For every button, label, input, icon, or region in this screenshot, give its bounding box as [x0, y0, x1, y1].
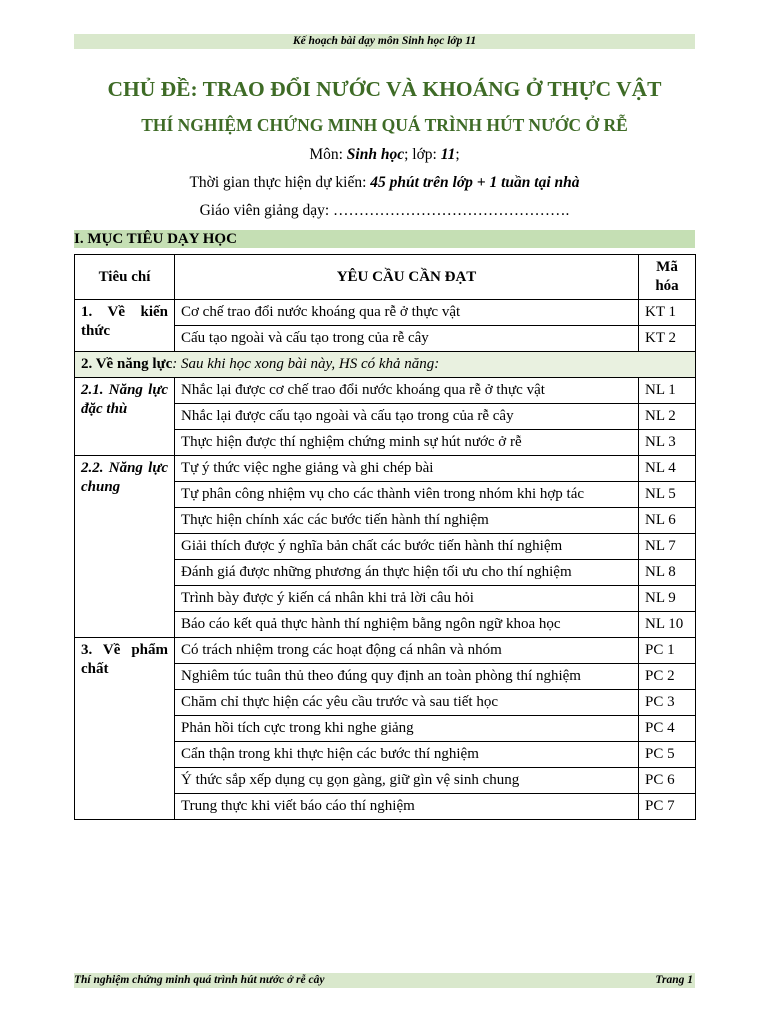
code-cell: NL 8: [639, 560, 696, 586]
code-cell: PC 1: [639, 638, 696, 664]
requirement-cell: Ý thức sắp xếp dụng cụ gọn gàng, giữ gìn vệ sinh chung: [175, 768, 639, 794]
requirement-cell: Báo cáo kết quả thực hành thí nghiệm bằng ngôn ngữ khoa học: [175, 612, 639, 638]
page-footer: [74, 973, 695, 988]
code-cell: PC 2: [639, 664, 696, 690]
grade-suffix: ;: [455, 146, 460, 163]
criteria-specific-competence: 2.1. Năng lực đặc thù: [75, 378, 175, 456]
table-header-row: [75, 255, 696, 300]
competence-heading-note: : Sau khi học xong bài này, HS có khả năng:: [172, 356, 440, 372]
subject-line: [74, 145, 695, 165]
time-line: [74, 173, 695, 193]
subject-value: Sinh học: [346, 146, 405, 163]
header-criteria: Tiêu chí: [75, 255, 175, 300]
code-cell: NL 7: [639, 534, 696, 560]
time-prefix: Thời gian thực hiện dự kiến:: [189, 174, 371, 191]
requirement-cell: Nhắc lại được cơ chế trao đổi nước khoáng qua rễ ở thực vật: [175, 378, 639, 404]
lesson-title: THÍ NGHIỆM CHỨNG MINH QUÁ TRÌNH HÚT NƯỚC Ở RỄ: [141, 115, 628, 135]
topic-title: CHỦ ĐỀ: TRAO ĐỔI NƯỚC VÀ KHOÁNG Ở THỰC VẬT: [107, 77, 662, 101]
code-cell: NL 3: [639, 430, 696, 456]
code-cell: PC 3: [639, 690, 696, 716]
page-header: Kế hoạch bài dạy môn Sinh học lớp 11: [74, 34, 695, 49]
requirement-cell: Tự ý thức việc nghe giảng và ghi chép bài: [175, 456, 639, 482]
requirement-cell: Có trách nhiệm trong các hoạt động cá nhân và nhóm: [175, 638, 639, 664]
code-cell: NL 5: [639, 482, 696, 508]
requirement-cell: Thực hiện được thí nghiệm chứng minh sự hút nước ở rễ: [175, 430, 639, 456]
criteria-knowledge: 1. Về kiến thức: [75, 300, 175, 352]
objectives-table: [74, 254, 696, 820]
page-number: Trang 1: [655, 974, 693, 986]
code-cell: NL 4: [639, 456, 696, 482]
table-row: [75, 300, 696, 326]
requirement-cell: Phản hồi tích cực trong khi nghe giảng: [175, 716, 639, 742]
requirement-cell: Cẩn thận trong khi thực hiện các bước thí nghiệm: [175, 742, 639, 768]
code-cell: PC 6: [639, 768, 696, 794]
requirement-cell: Cấu tạo ngoài và cấu tạo trong của rễ cây: [175, 326, 639, 352]
competence-heading-row: [75, 352, 696, 378]
requirement-cell: Đánh giá được những phương án thực hiện tối ưu cho thí nghiệm: [175, 560, 639, 586]
grade-value: 11: [440, 146, 456, 163]
header-requirement: YÊU CẦU CẦN ĐẠT: [175, 255, 639, 300]
requirement-cell: Chăm chỉ thực hiện các yêu cầu trước và sau tiết học: [175, 690, 639, 716]
code-cell: PC 5: [639, 742, 696, 768]
subject-prefix: Môn:: [309, 146, 347, 163]
code-cell: KT 2: [639, 326, 696, 352]
time-value: 45 phút trên lớp + 1 tuần tại nhà: [370, 174, 580, 191]
teacher-line: Giáo viên giảng dạy: ……………………………………….: [199, 202, 570, 219]
table-row: [75, 378, 696, 404]
requirement-cell: Nghiêm túc tuân thủ theo đúng quy định an toàn phòng thí nghiệm: [175, 664, 639, 690]
section-heading: I. MỤC TIÊU DẠY HỌC: [74, 230, 695, 248]
code-cell: NL 9: [639, 586, 696, 612]
competence-heading-label: 2. Về năng lực: [81, 356, 173, 372]
code-cell: NL 10: [639, 612, 696, 638]
criteria-general-competence: 2.2. Năng lực chung: [75, 456, 175, 638]
criteria-qualities: 3. Về phẩm chất: [75, 638, 175, 820]
requirement-cell: Trình bày được ý kiến cá nhân khi trả lời câu hỏi: [175, 586, 639, 612]
code-cell: KT 1: [639, 300, 696, 326]
code-cell: NL 2: [639, 404, 696, 430]
code-cell: PC 7: [639, 794, 696, 820]
code-cell: NL 6: [639, 508, 696, 534]
header-code: Mã hóa: [639, 255, 696, 300]
table-row: [75, 456, 696, 482]
grade-prefix: ; lớp:: [404, 146, 441, 163]
requirement-cell: Nhắc lại được cấu tạo ngoài và cấu tạo trong của rễ cây: [175, 404, 639, 430]
requirement-cell: Tự phân công nhiệm vụ cho các thành viên trong nhóm khi hợp tác: [175, 482, 639, 508]
competence-heading: [75, 352, 696, 378]
requirement-cell: Giải thích được ý nghĩa bản chất các bước tiến hành thí nghiệm: [175, 534, 639, 560]
requirement-cell: Trung thực khi viết báo cáo thí nghiệm: [175, 794, 639, 820]
code-cell: PC 4: [639, 716, 696, 742]
code-cell: NL 1: [639, 378, 696, 404]
table-row: [75, 638, 696, 664]
requirement-cell: Cơ chế trao đổi nước khoáng qua rễ ở thực vật: [175, 300, 639, 326]
requirement-cell: Thực hiện chính xác các bước tiến hành thí nghiệm: [175, 508, 639, 534]
footer-title: Thí nghiệm chứng minh quá trình hút nước ở rễ cây: [74, 974, 325, 986]
